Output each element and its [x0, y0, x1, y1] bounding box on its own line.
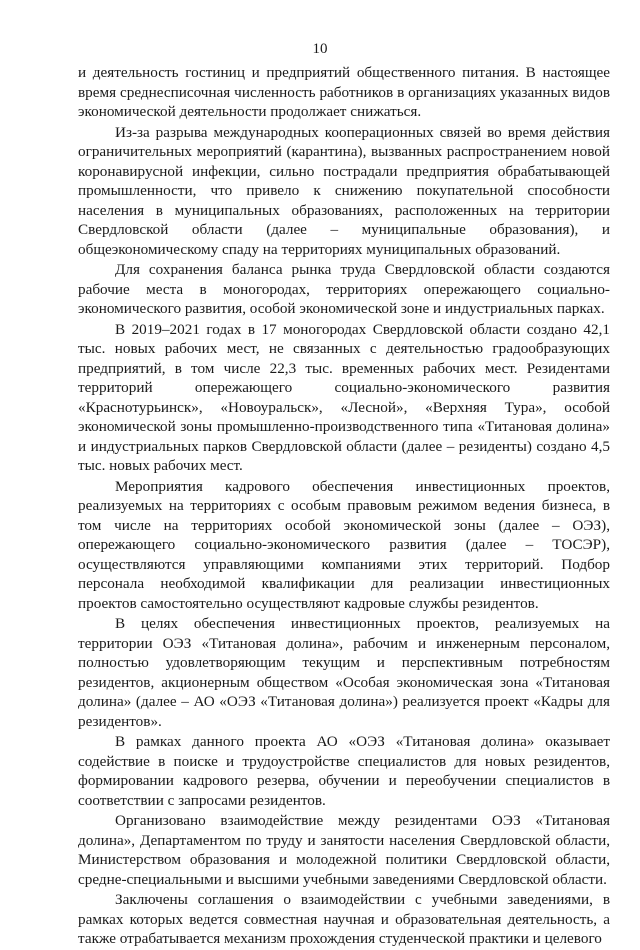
paragraph: В целях обеспечения инвестиционных проектов, реализуемых на территории ОЭЗ «Титановая долина», рабочим и инженерным персоналом, полностью удовлетворяющим текущим и перспективным потребностям резидентов, акционерным обществом «Особая экономическая зона «Титановая долина» (далее – АО «ОЭЗ «Титановая долина») реализуется проект «Кадры для резидентов».	[78, 615, 610, 730]
paragraph: Заключены соглашения о взаимодействии с учебными заведениями, в рамках которых ведется совместная научная и образовательная деятельность, а также отрабатывается механизм прохождения студенческой практики и целевого	[78, 891, 610, 947]
paragraph: Организовано взаимодействие между резидентами ОЭЗ «Титановая долина», Департаментом по труду и занятости населения Свердловской области, Министерством образования и молодежной политики Свердловской области, средне-специальными и высшими учебными заведениями Свердловской области.	[78, 812, 610, 888]
paragraph: Для сохранения баланса рынка труда Свердловской области создаются рабочие места в моногородах, территориях опережающего социально-экономического развития, особой экономической зоне и индустриальных парках.	[78, 261, 610, 317]
paragraph: В 2019–2021 годах в 17 моногородах Свердловской области создано 42,1 тыс. новых рабочих мест, не связанных с деятельностью градообразующих предприятий, в том числе 22,3 тыс. временных рабочих мест. Резидентами территорий опережающего социально-экономического развития «Краснотурьинск», «Новоуральск», «Лесной», «Верхняя Тура», особой экономической зоны промышленно-производственного типа «Титановая долина» и индустриальных парков Свердловской области (далее – резиденты) создано 4,5 тыс. новых рабочих мест.	[78, 320, 610, 474]
paragraph: и деятельность гостиниц и предприятий общественного питания. В настоящее время среднесписочная численность работников в организациях указанных видов экономической деятельности продолжает снижаться.	[78, 64, 610, 120]
page-number: 10	[312, 41, 328, 57]
document-body	[78, 63, 610, 950]
paragraph: Из-за разрыва международных кооперационных связей во время действия ограничительных мероприятий (карантина), вызванных распространением новой коронавирусной инфекции, сильно пострадали предприятия обрабатывающей промышленности, что привело к снижению покупательной способности населения в муниципальных образованиях, расположенных на территории Свердловской области (далее – муниципальные образования), и общеэкономическому спаду на территориях муниципальных образований.	[78, 123, 610, 258]
paragraph: Мероприятия кадрового обеспечения инвестиционных проектов, реализуемых на территориях с особым правовым режимом ведения бизнеса, в том числе на территориях особой экономической зоны (далее – ОЭЗ), опережающего социально-экономического развития (далее – ТОСЭР), осуществляются управляющими компаниями этих территорий. Подбор персонала необходимой квалификации для реализации инвестиционных проектов самостоятельно осуществляют кадровые службы резидентов.	[78, 477, 610, 612]
paragraph: В рамках данного проекта АО «ОЭЗ «Титановая долина» оказывает содействие в поиске и трудоустройстве специалистов для новых резидентов, формировании кадрового резерва, обучении и переобучении специалистов в соответствии с запросами резидентов.	[78, 733, 610, 809]
